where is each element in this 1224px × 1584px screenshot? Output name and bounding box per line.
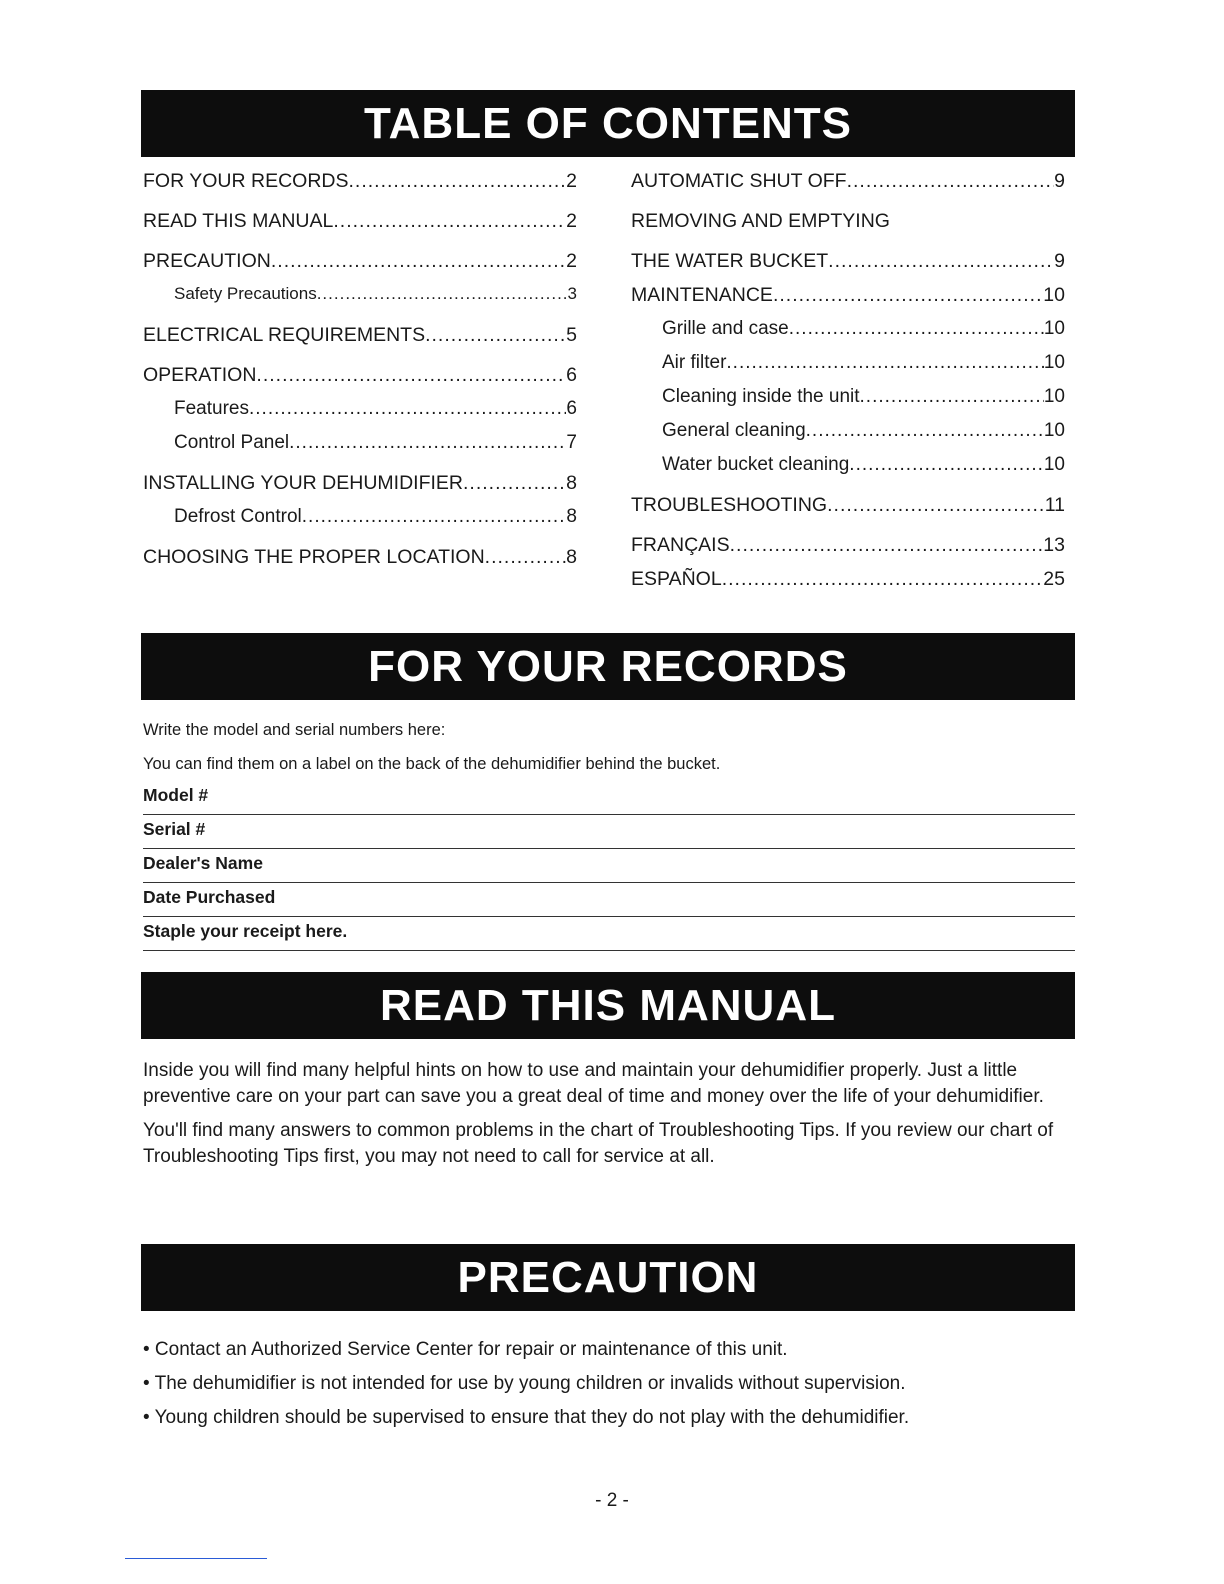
toc-entry-label: READ THIS MANUAL [143,210,334,232]
precaution-banner: PRECAUTION [141,1244,1075,1311]
toc-entry[interactable] [143,472,577,506]
manual-paragraph: You'll find many answers to common problems in the chart of Troubleshooting Tips. If you review our chart of Troubleshooting Tips first, you may not need to call for service at all. [143,1120,1054,1167]
toc-entry-page: 13 [1043,534,1065,556]
dealer-name-field[interactable]: Dealer's Name [143,849,1075,883]
manual-body [143,1058,1075,1178]
receipt-field[interactable]: Staple your receipt here. [143,917,1075,951]
toc-subentry[interactable] [631,318,1065,352]
toc-banner: TABLE OF CONTENTS [141,90,1075,157]
toc-entry-label: CHOOSING THE PROPER LOCATION [143,546,485,568]
toc-entry-page: 5 [566,324,577,346]
toc-entry[interactable] [143,170,577,204]
toc-entry-label: AUTOMATIC SHUT OFF [631,170,847,192]
toc-subentry[interactable] [631,420,1065,454]
toc-entry[interactable] [143,250,577,284]
toc-entry-page: 8 [566,506,577,527]
manual-paragraph: Inside you will find many helpful hints on how to use and maintain your dehumidifier properly. Just a little preventive care on your part can save you a great deal of time and money over the life of your dehumidifier. [143,1060,1044,1107]
toc-entry-label: Safety Precautions [174,284,317,303]
toc-entry-page: 2 [566,250,577,272]
toc-entry-label: FOR YOUR RECORDS [143,170,349,192]
toc-left-column [143,170,577,580]
toc-entry-label: INSTALLING YOUR DEHUMIDIFIER [143,472,463,494]
toc-entry-page: 9 [1054,170,1065,192]
toc-entry-label: REMOVING AND EMPTYING [631,210,890,232]
toc-entry-label: ELECTRICAL REQUIREMENTS [143,324,426,346]
toc-entry-label: TROUBLESHOOTING [631,494,828,516]
toc-entry-label: Cleaning inside the unit [662,386,860,407]
toc-entry-label: Water bucket cleaning [662,454,850,475]
toc-entry-label: ESPAÑOL [631,568,722,590]
toc-entry[interactable] [631,250,1065,284]
toc-entry-page: 2 [566,210,577,232]
toc-subentry[interactable] [631,352,1065,386]
records-intro-line: You can find them on a label on the back of the dehumidifier behind the bucket. [143,755,721,773]
page-number: - 2 - [595,1490,629,1511]
toc-entry-page: 10 [1043,318,1065,339]
toc-entry-page: 25 [1043,568,1065,590]
toc-entry[interactable] [631,284,1065,318]
toc-entry-label: Grille and case [662,318,789,339]
toc-entry-label: PRECAUTION [143,250,271,272]
toc-entry[interactable] [631,534,1065,568]
serial-number-field[interactable]: Serial # [143,815,1075,849]
toc-entry-page: 8 [566,472,577,494]
records-intro [143,713,720,781]
records-form [143,781,1075,951]
precaution-list [143,1333,1075,1435]
toc-entry-page: 7 [566,432,577,453]
toc-entry-page: 10 [1043,420,1065,441]
records-banner: FOR YOUR RECORDS [141,633,1075,700]
toc-entry[interactable] [143,364,577,398]
toc-entry-label: General cleaning [662,420,806,441]
toc-subentry[interactable] [143,284,577,318]
precaution-item: • Contact an Authorized Service Center for repair or maintenance of this unit. [143,1339,788,1360]
toc-entry-label: Features [174,398,249,419]
toc-subentry[interactable] [631,386,1065,420]
toc-entry[interactable] [143,210,577,244]
date-purchased-field[interactable]: Date Purchased [143,883,1075,917]
toc-subentry[interactable] [143,432,577,466]
toc-entry-page: 6 [566,398,577,419]
records-intro-line: Write the model and serial numbers here: [143,721,446,739]
toc-entry[interactable] [631,494,1065,528]
toc-entry-page: 10 [1043,454,1065,475]
toc-entry-page: 10 [1043,386,1065,407]
toc-entry-page: 9 [1054,250,1065,272]
toc-subentry[interactable] [143,506,577,540]
toc-subentry[interactable] [631,454,1065,488]
precaution-item: • Young children should be supervised to ensure that they do not play with the dehumidifier. [143,1407,910,1428]
toc-entry-label: THE WATER BUCKET [631,250,829,272]
toc-entry[interactable] [631,170,1065,204]
toc-entry-page: 11 [1044,494,1065,516]
toc-entry-label: OPERATION [143,364,257,386]
toc-entry-page: 10 [1043,284,1065,306]
toc-entry-page: 2 [566,170,577,192]
toc-entry[interactable] [631,568,1065,602]
toc-entry-page: 8 [566,546,577,568]
toc-entry-label: Defrost Control [174,506,302,527]
toc-entry-page: 6 [566,364,577,386]
toc-entry-label: FRANÇAIS [631,534,730,556]
toc-entry[interactable] [143,546,577,580]
toc-right-column [631,170,1065,602]
toc-entry[interactable] [143,324,577,358]
manual-banner: READ THIS MANUAL [141,972,1075,1039]
toc-entry-label: Air filter [662,352,727,373]
toc-entry-label: Control Panel [174,432,290,453]
toc-entry-heading[interactable] [631,210,1065,244]
toc-entry-label: MAINTENANCE [631,284,773,306]
toc-entry-page: 10 [1043,352,1065,373]
model-number-field[interactable]: Model # [143,781,1075,815]
precaution-item: • The dehumidifier is not intended for use by young children or invalids without supervision. [143,1373,906,1394]
footer-rule [125,1558,267,1559]
toc-entry-page: 3 [567,284,577,303]
toc-subentry[interactable] [143,398,577,432]
